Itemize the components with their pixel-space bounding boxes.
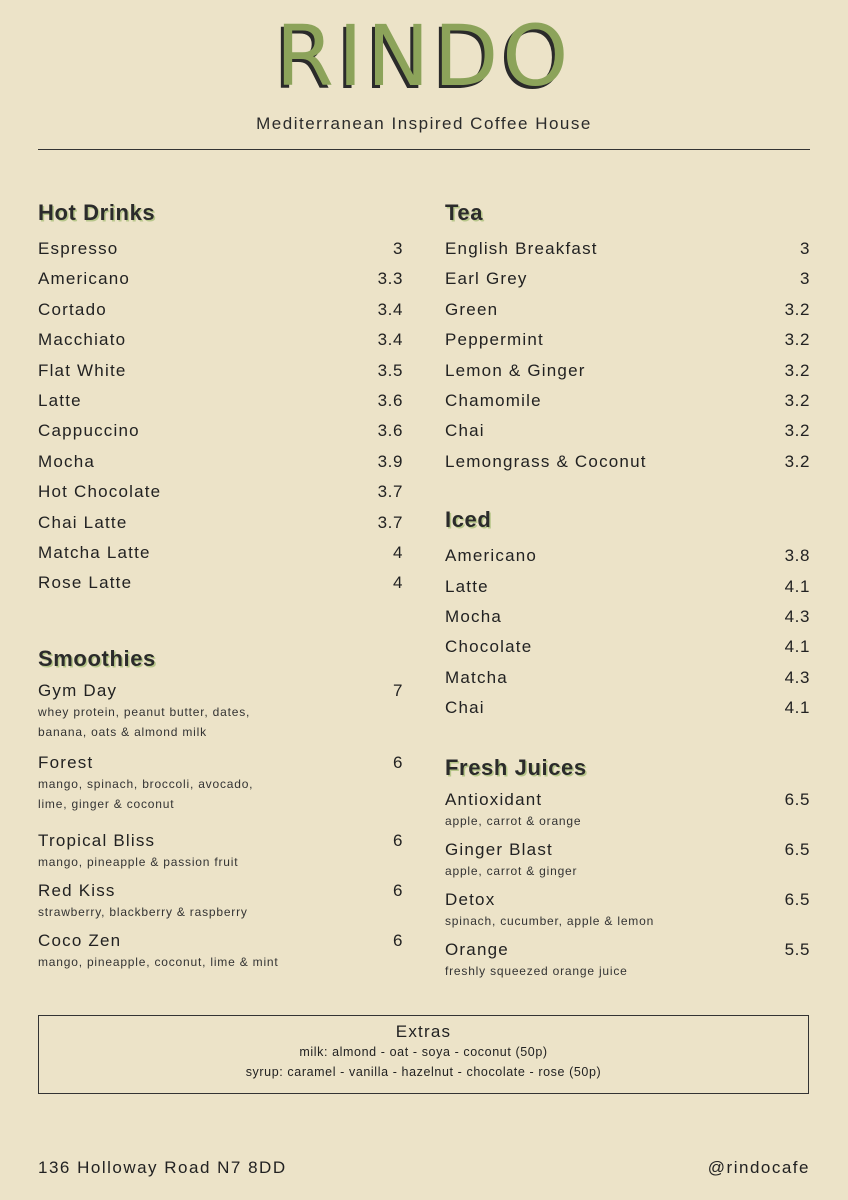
item-name: Red Kiss bbox=[38, 880, 116, 900]
item-description: banana, oats & almond milk bbox=[38, 724, 207, 739]
menu-item bbox=[38, 416, 403, 446]
menu-item bbox=[445, 447, 810, 477]
item-name: Mocha bbox=[38, 451, 96, 471]
menu-item bbox=[445, 264, 810, 294]
item-price: 4.1 bbox=[784, 698, 810, 718]
item-name: Lemon & Ginger bbox=[445, 360, 586, 380]
item-description: mango, pineapple & passion fruit bbox=[38, 854, 239, 869]
item-name: Ginger Blast bbox=[445, 840, 553, 860]
item-name: Americano bbox=[445, 546, 538, 566]
smoothie-item bbox=[38, 830, 403, 872]
menu-item bbox=[445, 356, 810, 386]
left-column bbox=[38, 200, 403, 978]
item-name: Hot Chocolate bbox=[38, 482, 162, 502]
menu-item bbox=[445, 416, 810, 446]
item-price: 3.7 bbox=[377, 512, 403, 532]
item-price: 6 bbox=[392, 752, 403, 772]
menu-item bbox=[445, 663, 810, 693]
item-name: Chocolate bbox=[445, 637, 533, 657]
item-name: Cortado bbox=[38, 299, 107, 319]
item-name: Matcha Latte bbox=[38, 542, 151, 562]
item-price: 3.2 bbox=[784, 451, 810, 471]
section-tea bbox=[445, 200, 810, 477]
item-name: Antioxidant bbox=[445, 790, 543, 810]
section-iced bbox=[445, 507, 810, 723]
item-name: Flat White bbox=[38, 360, 127, 380]
item-description: strawberry, blackberry & raspberry bbox=[38, 904, 248, 919]
item-price: 3 bbox=[799, 269, 810, 289]
item-name: Lemongrass & Coconut bbox=[445, 451, 647, 471]
item-price: 4 bbox=[392, 573, 403, 593]
item-name: Peppermint bbox=[445, 330, 544, 350]
smoothie-item bbox=[38, 680, 403, 742]
menu-item bbox=[38, 234, 403, 264]
section-title: Hot Drinks bbox=[38, 200, 156, 225]
item-price: 3.2 bbox=[784, 390, 810, 410]
item-name: Americano bbox=[38, 269, 131, 289]
item-description: mango, spinach, broccoli, avocado, bbox=[38, 776, 254, 791]
menu-item bbox=[38, 356, 403, 386]
extras-milk: milk: almond - oat - soya - coconut (50p) bbox=[299, 1045, 548, 1059]
item-price: 3.8 bbox=[784, 546, 810, 566]
item-name: Tropical Bliss bbox=[38, 830, 156, 850]
menu-item bbox=[38, 264, 403, 294]
item-name: Latte bbox=[445, 576, 489, 596]
menu-item bbox=[38, 447, 403, 477]
item-price: 3.2 bbox=[784, 360, 810, 380]
section-title: Tea bbox=[445, 200, 484, 225]
item-name: Coco Zen bbox=[38, 930, 122, 950]
item-name: Green bbox=[445, 299, 499, 319]
smoothie-item bbox=[38, 880, 403, 922]
item-price: 3.2 bbox=[784, 421, 810, 441]
item-name: English Breakfast bbox=[445, 239, 598, 258]
section-title: Fresh Juices bbox=[445, 755, 587, 781]
item-name: Chai bbox=[445, 421, 485, 441]
item-price: 3.7 bbox=[377, 482, 403, 502]
item-name: Matcha bbox=[445, 667, 508, 687]
footer-social-handle: @rindocafe bbox=[707, 1158, 810, 1177]
item-price: 3 bbox=[392, 239, 403, 258]
juice-item bbox=[445, 839, 810, 881]
menu-item bbox=[445, 602, 810, 632]
item-name: Earl Grey bbox=[445, 269, 528, 289]
item-name: Forest bbox=[38, 752, 94, 772]
item-price: 3.4 bbox=[377, 330, 403, 350]
item-price: 4.3 bbox=[784, 667, 810, 687]
item-description: whey protein, peanut butter, dates, bbox=[38, 704, 251, 719]
menu-item bbox=[445, 572, 810, 602]
item-price: 3.2 bbox=[784, 330, 810, 350]
item-description: spinach, cucumber, apple & lemon bbox=[445, 914, 655, 929]
tagline: Mediterranean Inspired Coffee House bbox=[256, 114, 592, 133]
item-name: Mocha bbox=[445, 606, 503, 626]
item-description: apple, carrot & ginger bbox=[445, 864, 578, 879]
item-name: Chai Latte bbox=[38, 512, 128, 532]
item-name: Gym Day bbox=[38, 680, 118, 700]
item-name: Cappuccino bbox=[38, 421, 140, 441]
extras-box bbox=[38, 1015, 809, 1094]
item-description: apple, carrot & orange bbox=[445, 814, 582, 829]
item-name: Latte bbox=[38, 390, 82, 410]
item-price: 4.1 bbox=[784, 576, 810, 596]
menu-item bbox=[445, 325, 810, 355]
menu-item bbox=[38, 508, 403, 538]
menu-item bbox=[445, 295, 810, 325]
menu-item bbox=[445, 632, 810, 662]
item-price: 6 bbox=[392, 830, 403, 850]
menu-item bbox=[38, 477, 403, 507]
item-price: 3 bbox=[799, 239, 810, 258]
menu-item bbox=[38, 295, 403, 325]
item-price: 6 bbox=[392, 880, 403, 900]
item-price: 3.3 bbox=[377, 269, 403, 289]
item-description: lime, ginger & coconut bbox=[38, 796, 175, 811]
section-hot-drinks bbox=[38, 200, 403, 599]
item-price: 6.5 bbox=[784, 890, 810, 910]
section-fresh-juices bbox=[445, 755, 810, 981]
extras-syrup: syrup: caramel - vanilla - hazelnut - chocolate - rose (50p) bbox=[245, 1065, 602, 1079]
juice-item bbox=[445, 889, 810, 931]
item-price: 4.3 bbox=[784, 606, 810, 626]
section-title: Iced bbox=[445, 507, 492, 533]
juice-item bbox=[445, 789, 810, 831]
item-price: 6.5 bbox=[784, 840, 810, 860]
item-price: 3.2 bbox=[784, 299, 810, 319]
item-description: mango, pineapple, coconut, lime & mint bbox=[38, 954, 279, 969]
item-price: 5.5 bbox=[784, 940, 810, 960]
item-name: Detox bbox=[445, 890, 496, 910]
item-price: 4 bbox=[392, 542, 403, 562]
item-price: 3.9 bbox=[377, 451, 403, 471]
right-column bbox=[445, 200, 810, 987]
smoothie-item bbox=[38, 752, 403, 814]
menu-item bbox=[38, 568, 403, 598]
item-price: 3.4 bbox=[377, 299, 403, 319]
item-name: Macchiato bbox=[38, 330, 127, 350]
item-price: 7 bbox=[392, 680, 403, 700]
item-price: 3.5 bbox=[377, 360, 403, 380]
item-price: 6.5 bbox=[784, 790, 810, 810]
item-name: Rose Latte bbox=[38, 573, 133, 593]
extras-title: Extras bbox=[395, 1022, 452, 1041]
item-price: 6 bbox=[392, 930, 403, 950]
item-description: freshly squeezed orange juice bbox=[445, 964, 628, 979]
juice-item bbox=[445, 939, 810, 981]
item-name: Chamomile bbox=[445, 390, 542, 410]
item-price: 4.1 bbox=[784, 637, 810, 657]
item-price: 3.6 bbox=[377, 421, 403, 441]
menu-item bbox=[38, 386, 403, 416]
brand-logo: RINDO bbox=[275, 7, 573, 105]
item-name: Orange bbox=[445, 940, 509, 960]
menu-item bbox=[445, 693, 810, 723]
menu-item bbox=[38, 538, 403, 568]
item-name: Espresso bbox=[38, 239, 119, 258]
menu-item bbox=[38, 325, 403, 355]
item-name: Chai bbox=[445, 698, 485, 718]
menu-item bbox=[445, 386, 810, 416]
section-title: Smoothies bbox=[38, 645, 156, 671]
section-smoothies bbox=[38, 646, 403, 972]
header-divider bbox=[38, 149, 810, 150]
menu-item bbox=[445, 541, 810, 571]
footer-address: 136 Holloway Road N7 8DD bbox=[38, 1158, 287, 1177]
hot-drinks-list bbox=[38, 234, 403, 599]
menu-item bbox=[445, 234, 810, 264]
smoothie-item bbox=[38, 930, 403, 972]
item-price: 3.6 bbox=[377, 390, 403, 410]
